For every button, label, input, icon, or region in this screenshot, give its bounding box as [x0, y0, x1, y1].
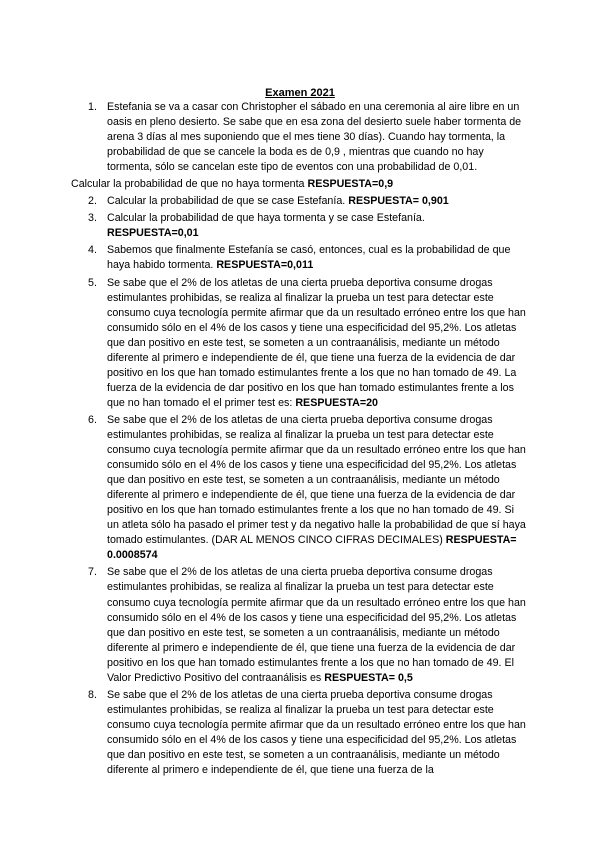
question-number: 7. — [88, 566, 97, 579]
question-6 — [0, 413, 527, 563]
question-text: Calcular la probabilidad de que se case Estefanía. — [107, 195, 346, 208]
question-number: 8. — [88, 688, 97, 701]
question-text: Sabemos que finalmente Estefanía se casó, entonces, cual es la probabilidad de que haya habido tormenta. — [107, 244, 511, 272]
answer-text: RESPUESTA=0,9 — [307, 178, 394, 191]
question-number: 1. — [88, 101, 97, 113]
question-4 — [0, 243, 527, 273]
question-number: 6. — [88, 413, 97, 426]
answer-text: RESPUESTA= 0,5 — [324, 671, 413, 684]
question-number: 5. — [88, 276, 97, 289]
question-2 — [0, 194, 527, 209]
document-content — [0, 100, 600, 780]
question-text: Se sabe que el 2% de los atletas de una cierta prueba deportiva consume drogas estimulantes prohibidas, se realiza al finalizar la prueba un test para detectar este consumo cuya tecnología permite afirmar que da un resultado erróneo entre los que han consumido sólo en el 4% de los casos y tiene una especificidad del 95,2%. Los atletas que dan positivo en este test, se someten a un contraanálisis, mediante un método diferente al primero e independiente de él, que tiene una fuerza de la — [107, 688, 526, 777]
question-number: 3. — [88, 212, 97, 225]
question-1-prompt — [0, 177, 531, 192]
question-1 — [0, 100, 527, 175]
prompt-text: Calcular la probabilidad de que no haya tormenta — [71, 178, 305, 191]
document-title: Examen 2021 — [265, 87, 335, 99]
question-text: Se sabe que el 2% de los atletas de una cierta prueba deportiva consume drogas estimulantes prohibidas, se realiza al finalizar la prueba un test para detectar este consumo cuya tecnología permite afirmar que da un resultado erróneo entre los que han consumido sólo en el 4% de los casos y tiene una especificidad del 95,2%. Los atletas que dan positivo en este test, se someten a un contraanálisis, mediante un método diferente al primero e independiente de él, que tiene una fuerza de la evidencia de dar positivo en los que han tomado estimulantes frente a los que no han tomado de 49. El Valor Predictivo Positivo del contraanálisis es — [107, 566, 526, 684]
question-5 — [0, 276, 527, 411]
question-text: Estefania se va a casar con Christopher el sábado en una ceremonia al aire libre en un oasis en pleno desierto. Se sabe que en esa zona del desierto suele haber tormenta de arena 3 días al mes suponiendo que el mes tiene 30 días). Cuando hay tormenta, la probabilidad de que se cancele la boda es de 0,9 , mientras que cuando no hay tormenta, sólo se cancelan este tipo de eventos con una probabilidad de 0,01. — [107, 101, 522, 174]
answer-text: RESPUESTA=20 — [295, 396, 379, 409]
answer-text: RESPUESTA=0,01 — [107, 227, 199, 240]
question-number: 4. — [88, 244, 97, 257]
question-7 — [0, 565, 527, 685]
answer-text: RESPUESTA=0,011 — [216, 259, 314, 272]
question-3 — [0, 211, 527, 241]
question-number: 2. — [88, 195, 97, 208]
question-8 — [0, 688, 527, 778]
answer-text: RESPUESTA= 0,901 — [348, 195, 449, 208]
question-text: Se sabe que el 2% de los atletas de una cierta prueba deportiva consume drogas estimulantes prohibidas, se realiza al finalizar la prueba un test para detectar este consumo cuya tecnología permite afirmar que da un resultado erróneo entre los que han consumido sólo en el 4% de los casos y tiene una especificidad del 95,2%. Los atletas que dan positivo en este test, se someten a un contraanálisis, mediante un método diferente al primero e independiente de él, que tiene una fuerza de la evidencia de dar positivo en los que han tomado estimulantes frente a los que no han tomado de 49. La fuerza de la evidencia de dar positivo en los que han tomado estimulantes frente a los que no han tomado el el primer test es: — [107, 276, 526, 409]
question-text: Se sabe que el 2% de los atletas de una cierta prueba deportiva consume drogas estimulantes prohibidas, se realiza al finalizar la prueba un test para detectar este consumo cuya tecnología permite afirmar que da un resultado erróneo entre los que han consumido sólo en el 4% de los casos y tiene una especificidad del 95,2%. Los atletas que dan positivo en este test, se someten a un contraanálisis, mediante un método diferente al primero e independiente de él, que tiene una fuerza de la evidencia de dar positivo en los que han tomado estimulantes frente a los que no han tomado de 49. Si un atleta sólo ha pasado el primer test y da negativo halle la probabilidad de que sí haya tomado estimulantes. (DAR AL MENOS CINCO CIFRAS DECIMALES) — [107, 413, 526, 547]
answer-text: RESPUESTA= 0.0008574 — [107, 534, 517, 562]
question-text: Calcular la probabilidad de que haya tormenta y se case Estefanía. — [107, 212, 425, 225]
